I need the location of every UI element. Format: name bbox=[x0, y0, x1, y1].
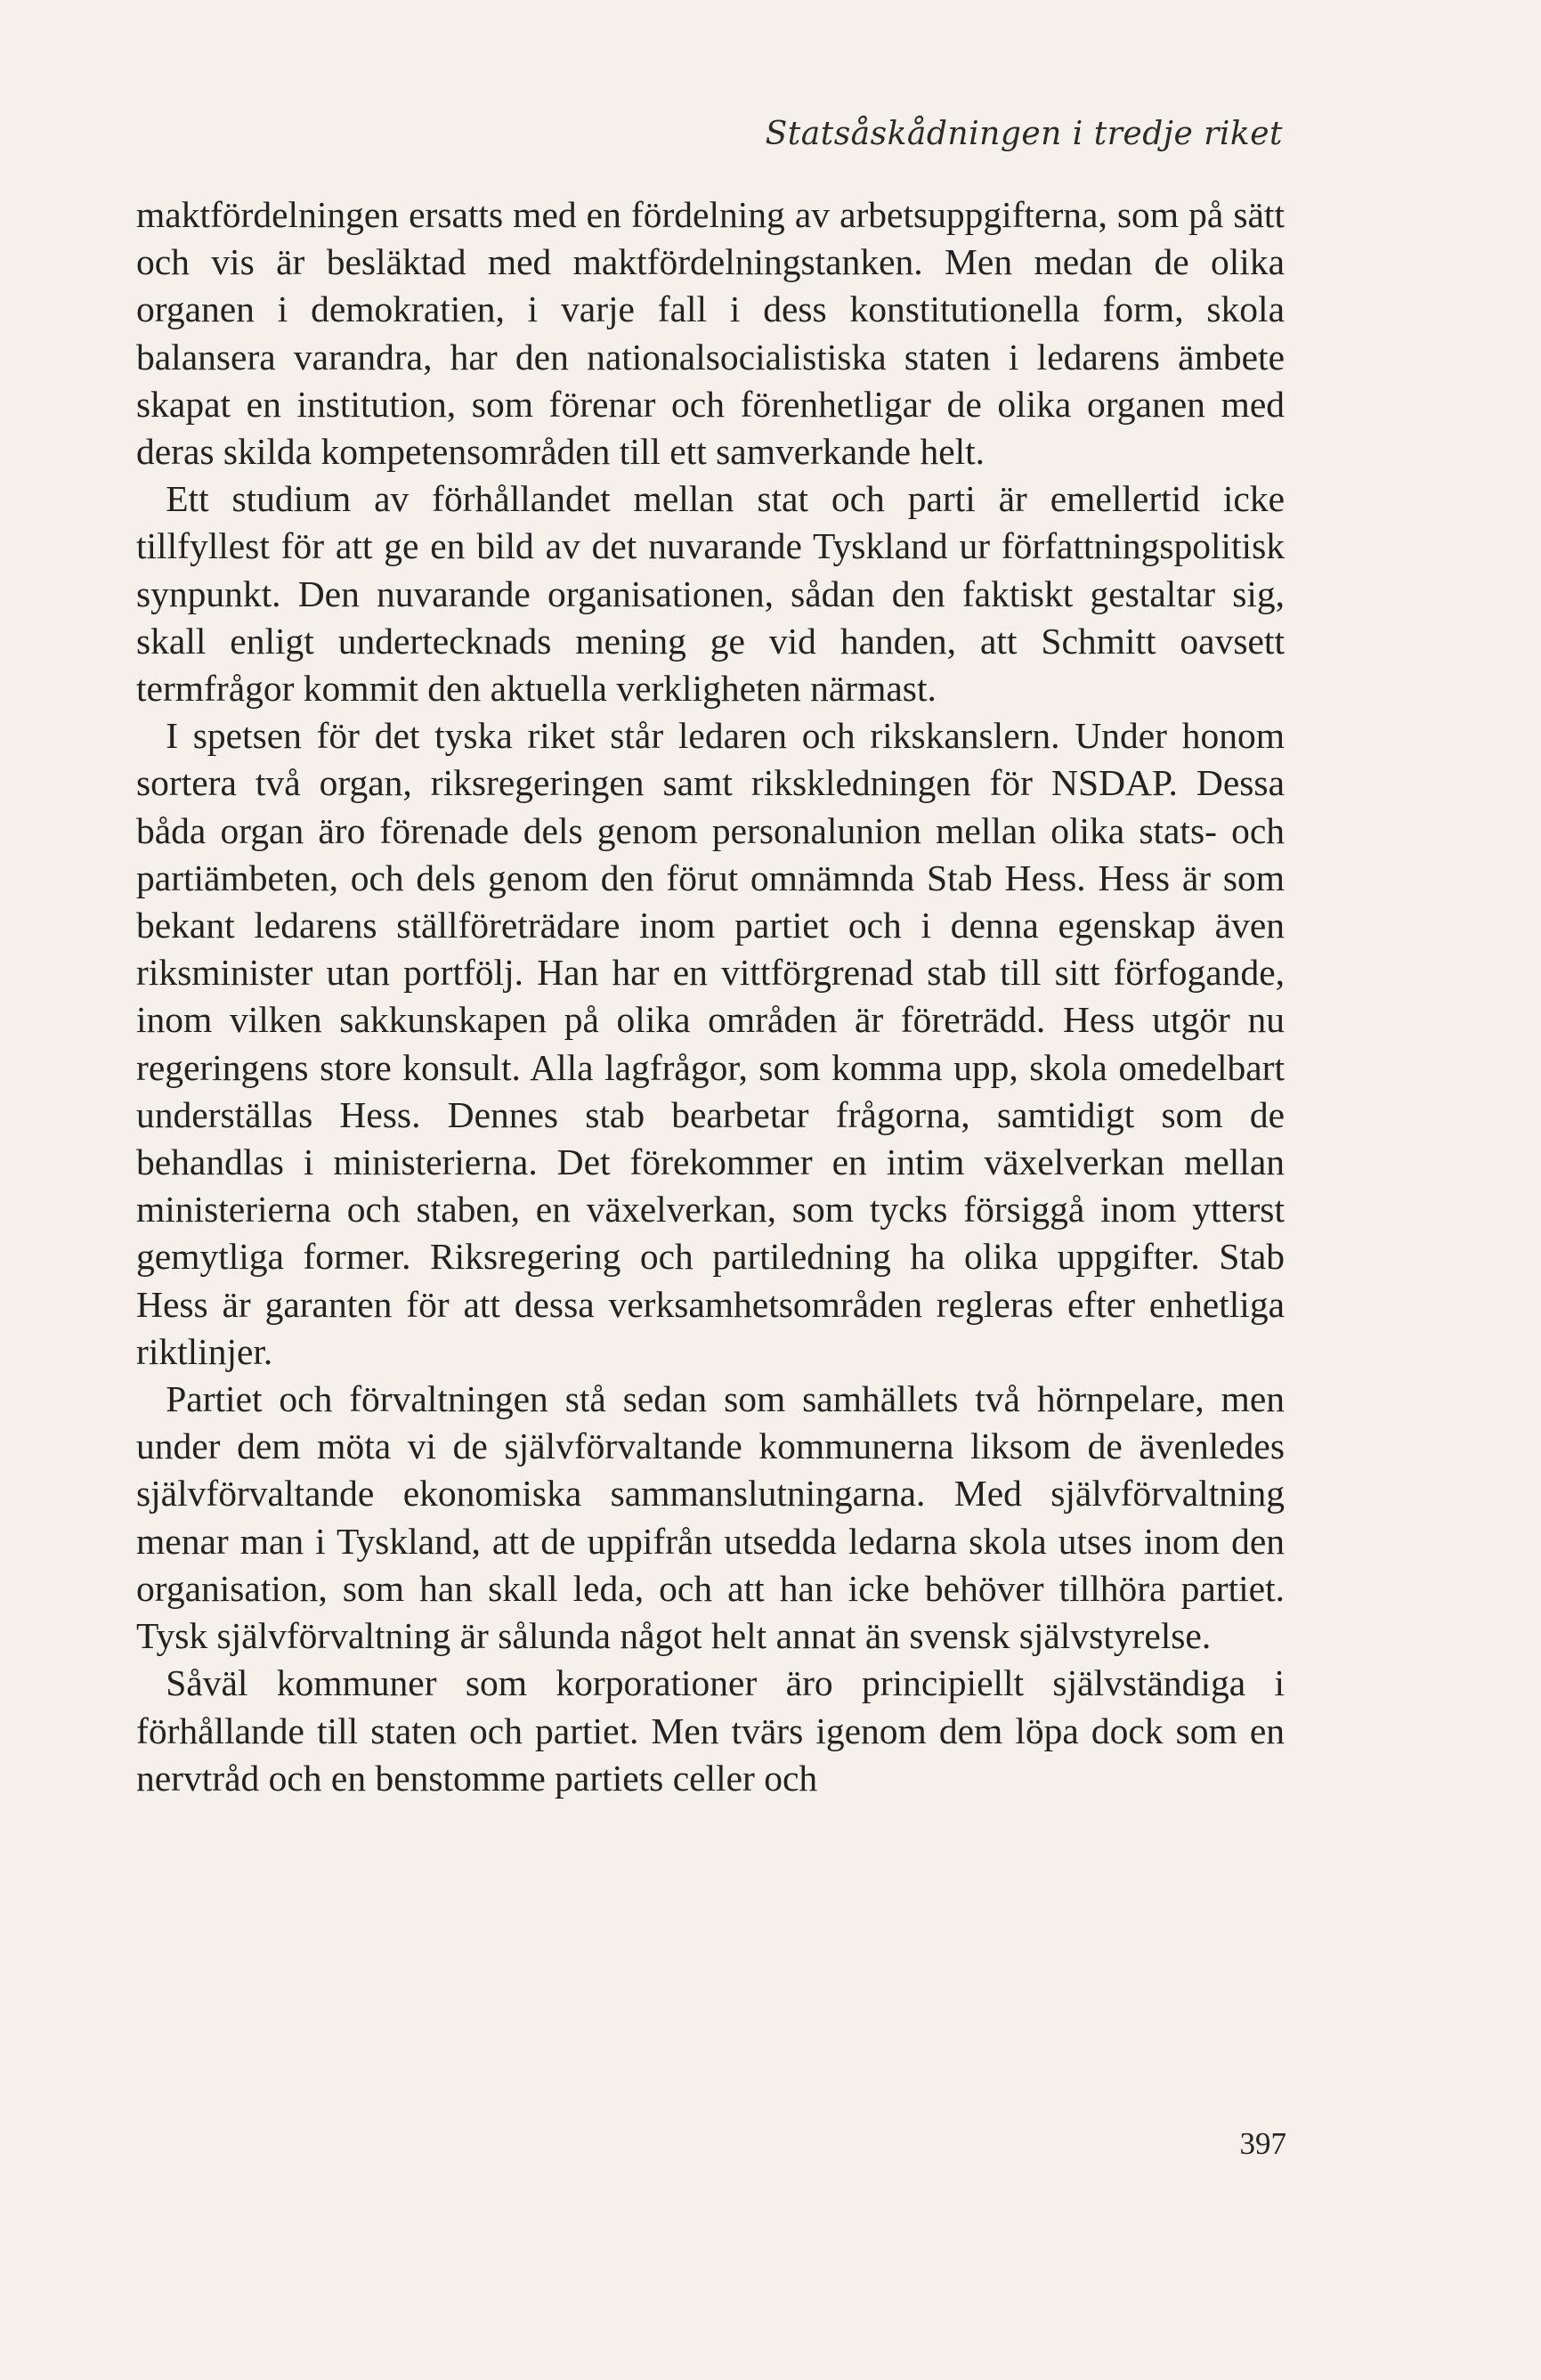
body-text bbox=[136, 191, 1285, 1802]
running-head: Statsåskådningen i tredje riket bbox=[765, 116, 1283, 152]
paragraph-1: maktfördelningen ersatts med en fördelning av arbetsuppgifterna, som på sätt och vis är besläktad med maktfördelningstanken. Men medan de olika organen i demokratien, i varje fall i dess konstitutionella form, skola balansera varandra, har den nationalsocialistiska staten i ledarens ämbete skapat en institution, som förenar och förenhetligar de olika organen med deras skilda kompetensområden till ett samverkande helt. bbox=[136, 194, 1285, 473]
paragraph-3: I spetsen för det tyska riket står ledaren och rikskanslern. Under honom sortera två organ, riksregeringen samt rikskledningen för NSDAP. Dessa båda organ äro förenade dels genom personalunion mellan olika stats- och partiämbeten, och dels genom den förut omnämnda Stab Hess. Hess är som bekant ledarens ställföreträdare inom partiet och i denna egenskap även riksminister utan portfölj. Han har en vittförgrenad stab till sitt förfogande, inom vilken sakkunskapen på olika områden är företrädd. Hess utgör nu regeringens store konsult. Alla lagfrågor, som komma upp, skola omedelbart underställas Hess. Dennes stab bearbetar frågorna, samtidigt som de behandlas i ministerierna. Det förekommer en intim växelverkan mellan ministerierna och staben, en växelverkan, som tycks försiggå inom ytterst gemytliga former. Riksregering och partiledning ha olika uppgifter. Stab Hess är garanten för att dessa verksamhetsområden regleras efter enhetliga riktlinjer. bbox=[136, 715, 1285, 1372]
paragraph-4: Partiet och förvaltningen stå sedan som samhällets två hörnpelare, men under dem möta vi de självförvaltande kommunerna liksom de ävenledes självförvaltande ekonomiska sammanslutningarna. Med självförvaltning menar man i Tyskland, att de uppifrån utsedda ledarna skola utses inom den organisation, som han skall leda, och att han icke behöver tillhöra partiet. Tysk självförvaltning är sålunda något helt annat än svensk självstyrelse. bbox=[136, 1378, 1285, 1657]
page-number: 397 bbox=[1239, 2126, 1286, 2161]
paragraph-5: Såväl kommuner som korporationer äro principiellt självständiga i förhållande till staten och partiet. Men tvärs igenom dem löpa dock som en nervtråd och en benstomme partiets celler och bbox=[136, 1662, 1285, 1799]
paragraph-2: Ett studium av förhållandet mellan stat och parti är emellertid icke tillfyllest för att ge en bild av det nuvarande Tyskland ur författningspolitisk synpunkt. Den nuvarande organisationen, sådan den faktiskt gestaltar sig, skall enligt undertecknads mening ge vid handen, att Schmitt oavsett termfrågor kommit den aktuella verkligheten närmast. bbox=[136, 478, 1285, 710]
